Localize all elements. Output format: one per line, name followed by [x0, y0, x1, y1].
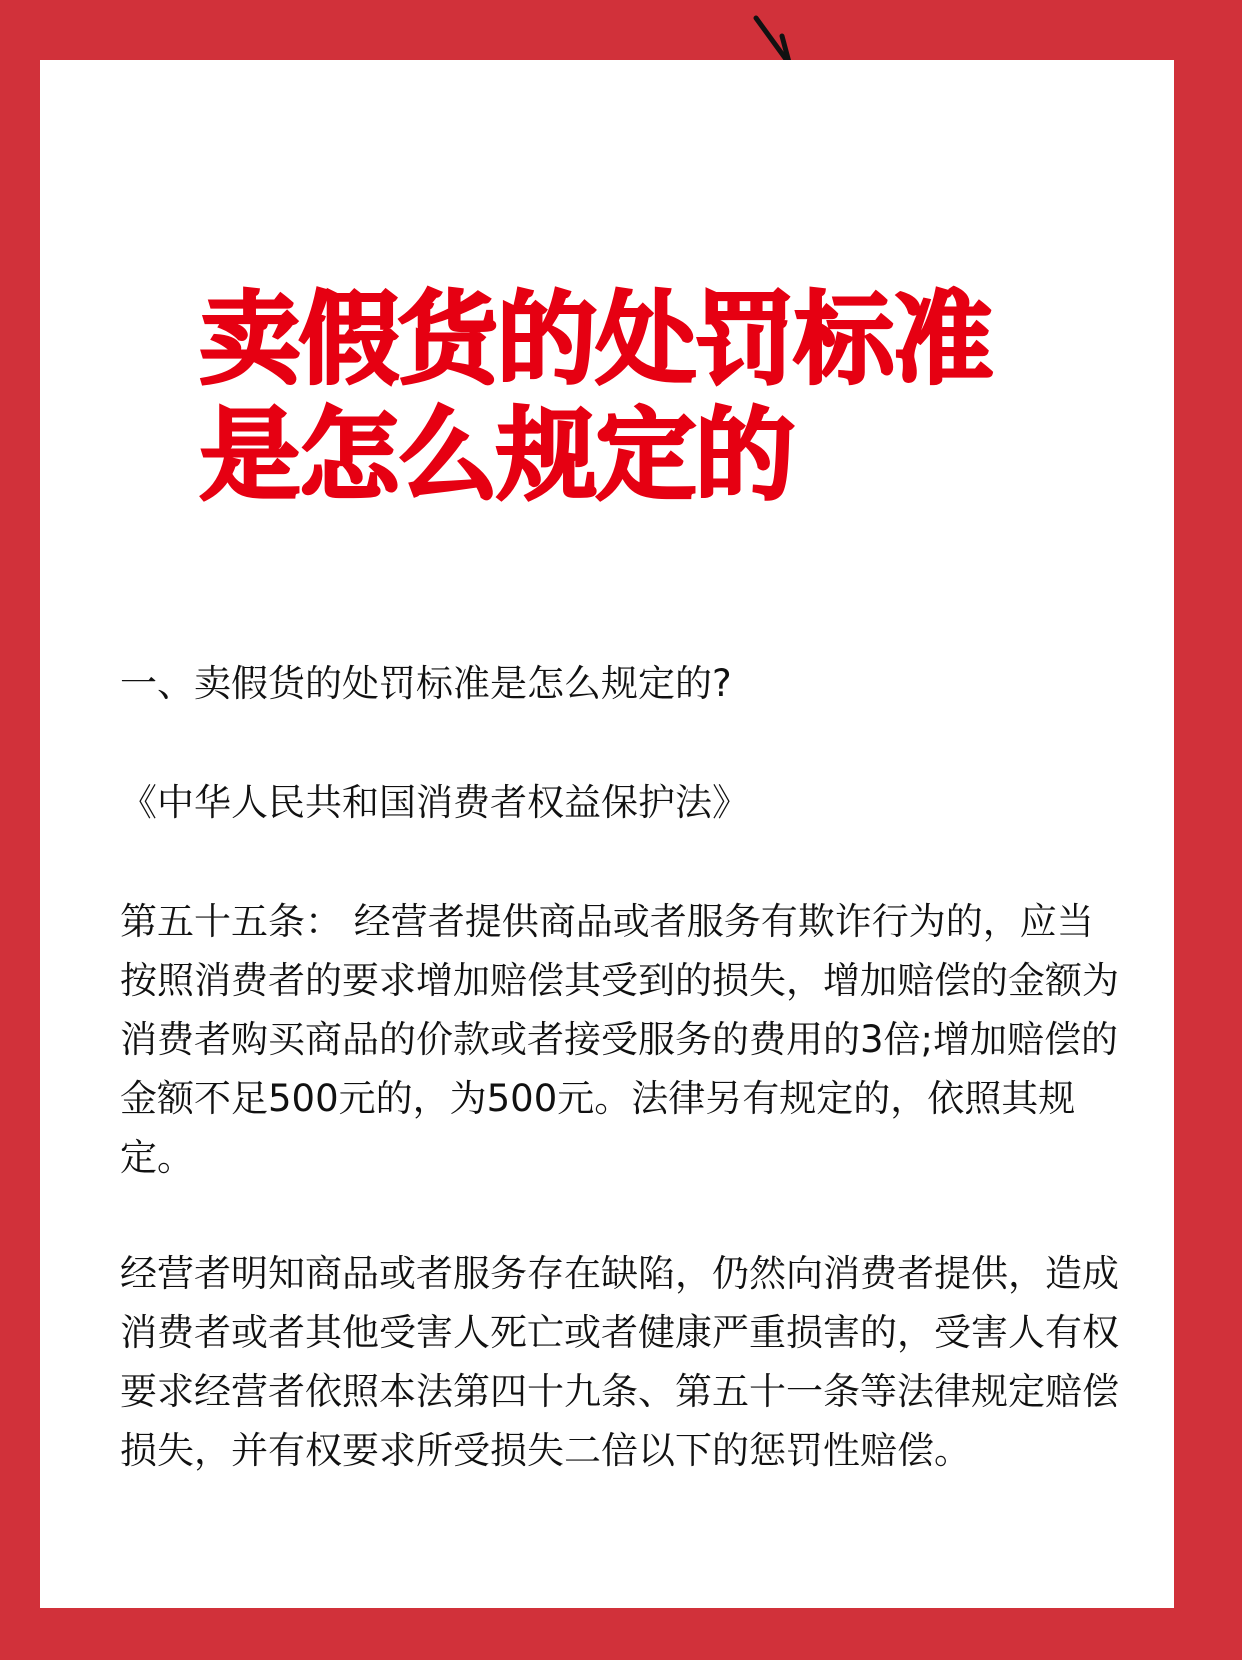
article-55-paragraph-1: 第五十五条： 经营者提供商品或者服务有欺诈行为的，应当按照消费者的要求增加赔偿其受到的损失，增加赔偿的金额为消费者购买商品的价款或者接受服务的费用的3倍;增加赔偿的金额不足500元的，为500元。法律另有规定的，依照其规定。	[120, 900, 1119, 1179]
title-line-2: 是怎么规定的	[200, 397, 794, 514]
law-name: 《中华人民共和国消费者权益保护法》	[120, 781, 749, 824]
article-55-paragraph-2: 经营者明知商品或者服务存在缺陷，仍然向消费者提供，造成消费者或者其他受害人死亡或者健康严重损害的，受害人有权要求经营者依照本法第四十九条、第五十一条等法律规定赔偿损失，并有权要求所受损失二倍以下的惩罚性赔偿。	[120, 1252, 1119, 1472]
article-body	[120, 654, 1120, 1480]
content-card	[40, 60, 1174, 1608]
page-title	[200, 282, 992, 514]
section-heading: 一、卖假货的处罚标准是怎么规定的?	[120, 662, 732, 705]
title-line-1: 卖假货的处罚标准	[200, 281, 992, 398]
